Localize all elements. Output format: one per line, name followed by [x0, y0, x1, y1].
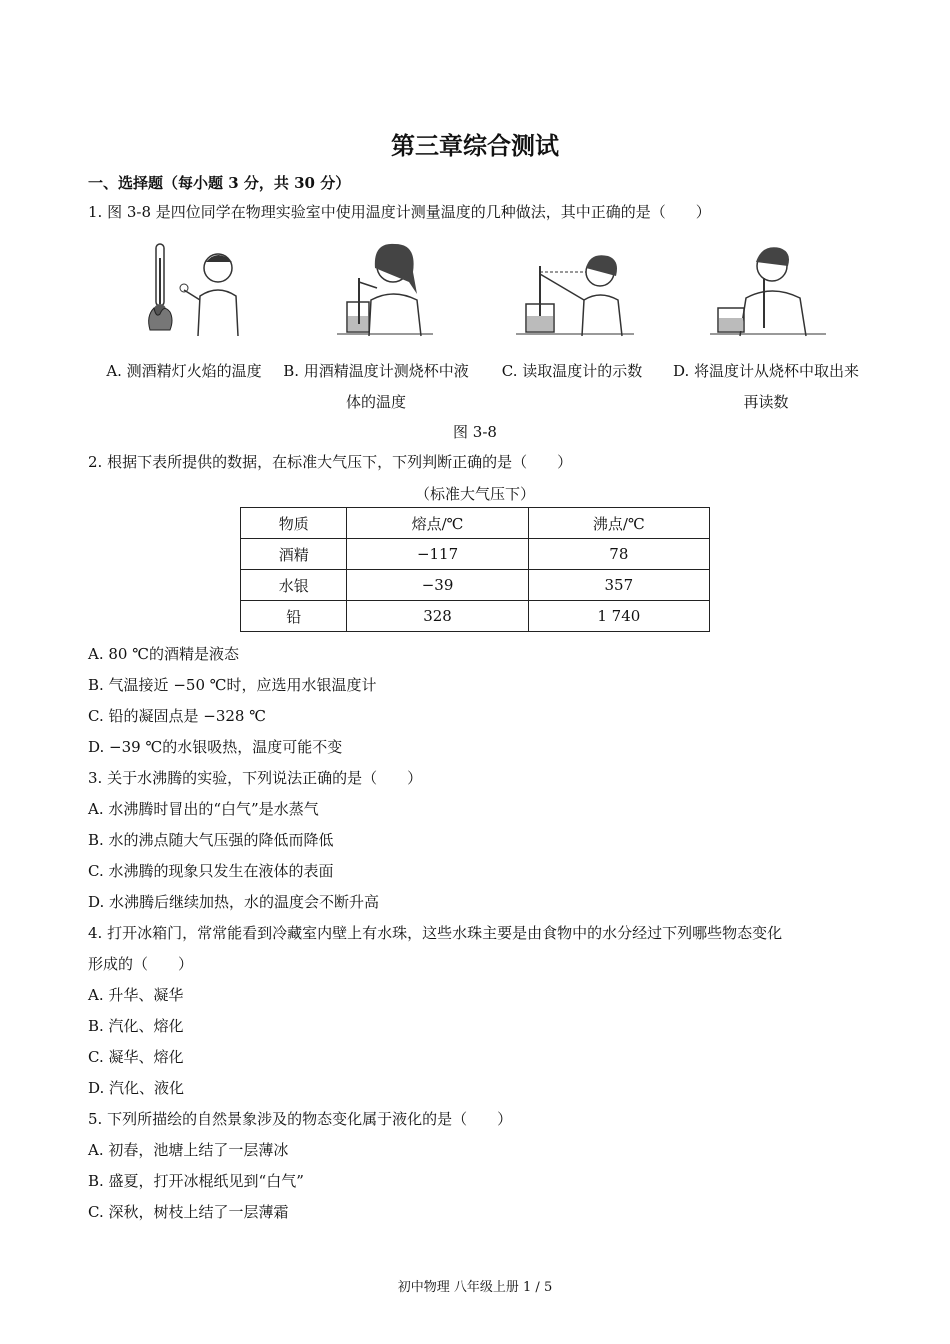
q2-option-c: C. 铅的凝固点是 −328 ℃ — [88, 707, 266, 725]
q4-option-c: C. 凝华、熔化 — [88, 1048, 184, 1066]
question-3-stem: 3. 关于水沸腾的实验，下列说法正确的是（ ） — [88, 769, 423, 787]
table-cell: −39 — [347, 570, 528, 601]
table-caption: （标准大气压下） — [414, 485, 535, 503]
q3-option-a: A. 水沸腾时冒出的“白气”是水蒸气 — [88, 800, 319, 818]
q3-option-c: C. 水沸腾的现象只发生在液体的表面 — [88, 862, 334, 880]
option-b-caption: B. 用酒精温度计测烧杯中液体的温度 — [283, 362, 469, 411]
question-5-stem: 5. 下列所描绘的自然景象涉及的物态变化属于液化的是（ ） — [88, 1110, 513, 1128]
table-cell: 357 — [528, 570, 709, 601]
option-c-caption: C. 读取温度计的示数 — [501, 362, 643, 380]
table-header-row — [241, 508, 710, 539]
figure-3-8 — [88, 238, 868, 338]
table-header: 物质 — [241, 508, 347, 539]
q4-option-d: D. 汽化、液化 — [88, 1079, 185, 1097]
question-1-stem: 1. 图 3-8 是四位同学在物理实验室中使用温度计测量温度的几种做法，其中正确的是（ ） — [88, 203, 711, 221]
question-2-stem: 2. 根据下表所提供的数据，在标准大气压下，下列判断正确的是（ ） — [88, 453, 573, 471]
figure-label: 图 3-8 — [453, 423, 497, 441]
q3-option-b: B. 水的沸点随大气压强的降低而降低 — [88, 831, 334, 849]
illustration-a-flame — [140, 238, 260, 338]
section-heading: 一、选择题（每小题 3 分，共 30 分） — [88, 174, 351, 192]
table-cell: 1 740 — [528, 601, 709, 632]
question-4-stem-line1: 4. 打开冰箱门，常常能看到冷藏室内壁上有水珠，这些水珠主要是由食物中的水分经过下列哪些物态变化 — [88, 924, 783, 942]
table-cell: 水银 — [241, 570, 347, 601]
table-row — [241, 570, 710, 601]
table-cell: −117 — [347, 539, 528, 570]
option-a-caption: A. 测酒精灯火焰的温度 — [106, 362, 262, 380]
q2-option-a: A. 80 ℃的酒精是液态 — [88, 645, 240, 663]
q3-option-d: D. 水沸腾后继续加热，水的温度会不断升高 — [88, 893, 380, 911]
q4-option-a: A. 升华、凝华 — [88, 986, 184, 1004]
melting-boiling-table — [240, 507, 710, 632]
q5-option-c: C. 深秋，树枝上结了一层薄霜 — [88, 1203, 289, 1221]
table-header: 熔点/℃ — [347, 508, 528, 539]
q5-option-a: A. 初春，池塘上结了一层薄冰 — [88, 1141, 289, 1159]
table-cell: 328 — [347, 601, 528, 632]
q5-option-b: B. 盛夏，打开冰棍纸见到“白气” — [88, 1172, 304, 1190]
table-cell: 78 — [528, 539, 709, 570]
q4-option-b: B. 汽化、熔化 — [88, 1017, 184, 1035]
option-d-caption: D. 将温度计从烧杯中取出来再读数 — [672, 362, 860, 411]
page-title: 第三章综合测试 — [391, 131, 559, 160]
q2-option-b: B. 气温接近 −50 ℃时，应选用水银温度计 — [88, 676, 377, 694]
table-row — [241, 539, 710, 570]
q2-option-d: D. −39 ℃的水银吸热，温度可能不变 — [88, 738, 343, 756]
illustration-b-beaker — [333, 238, 453, 338]
table-cell: 铅 — [241, 601, 347, 632]
table-row — [241, 601, 710, 632]
question-4-stem-line2: 形成的（ ） — [88, 955, 194, 973]
illustration-c-reading — [516, 238, 636, 338]
illustration-d-removed — [710, 238, 830, 338]
table-cell: 酒精 — [241, 539, 347, 570]
page-footer: 初中物理 八年级上册 1 / 5 — [397, 1280, 553, 1295]
table-header: 沸点/℃ — [528, 508, 709, 539]
